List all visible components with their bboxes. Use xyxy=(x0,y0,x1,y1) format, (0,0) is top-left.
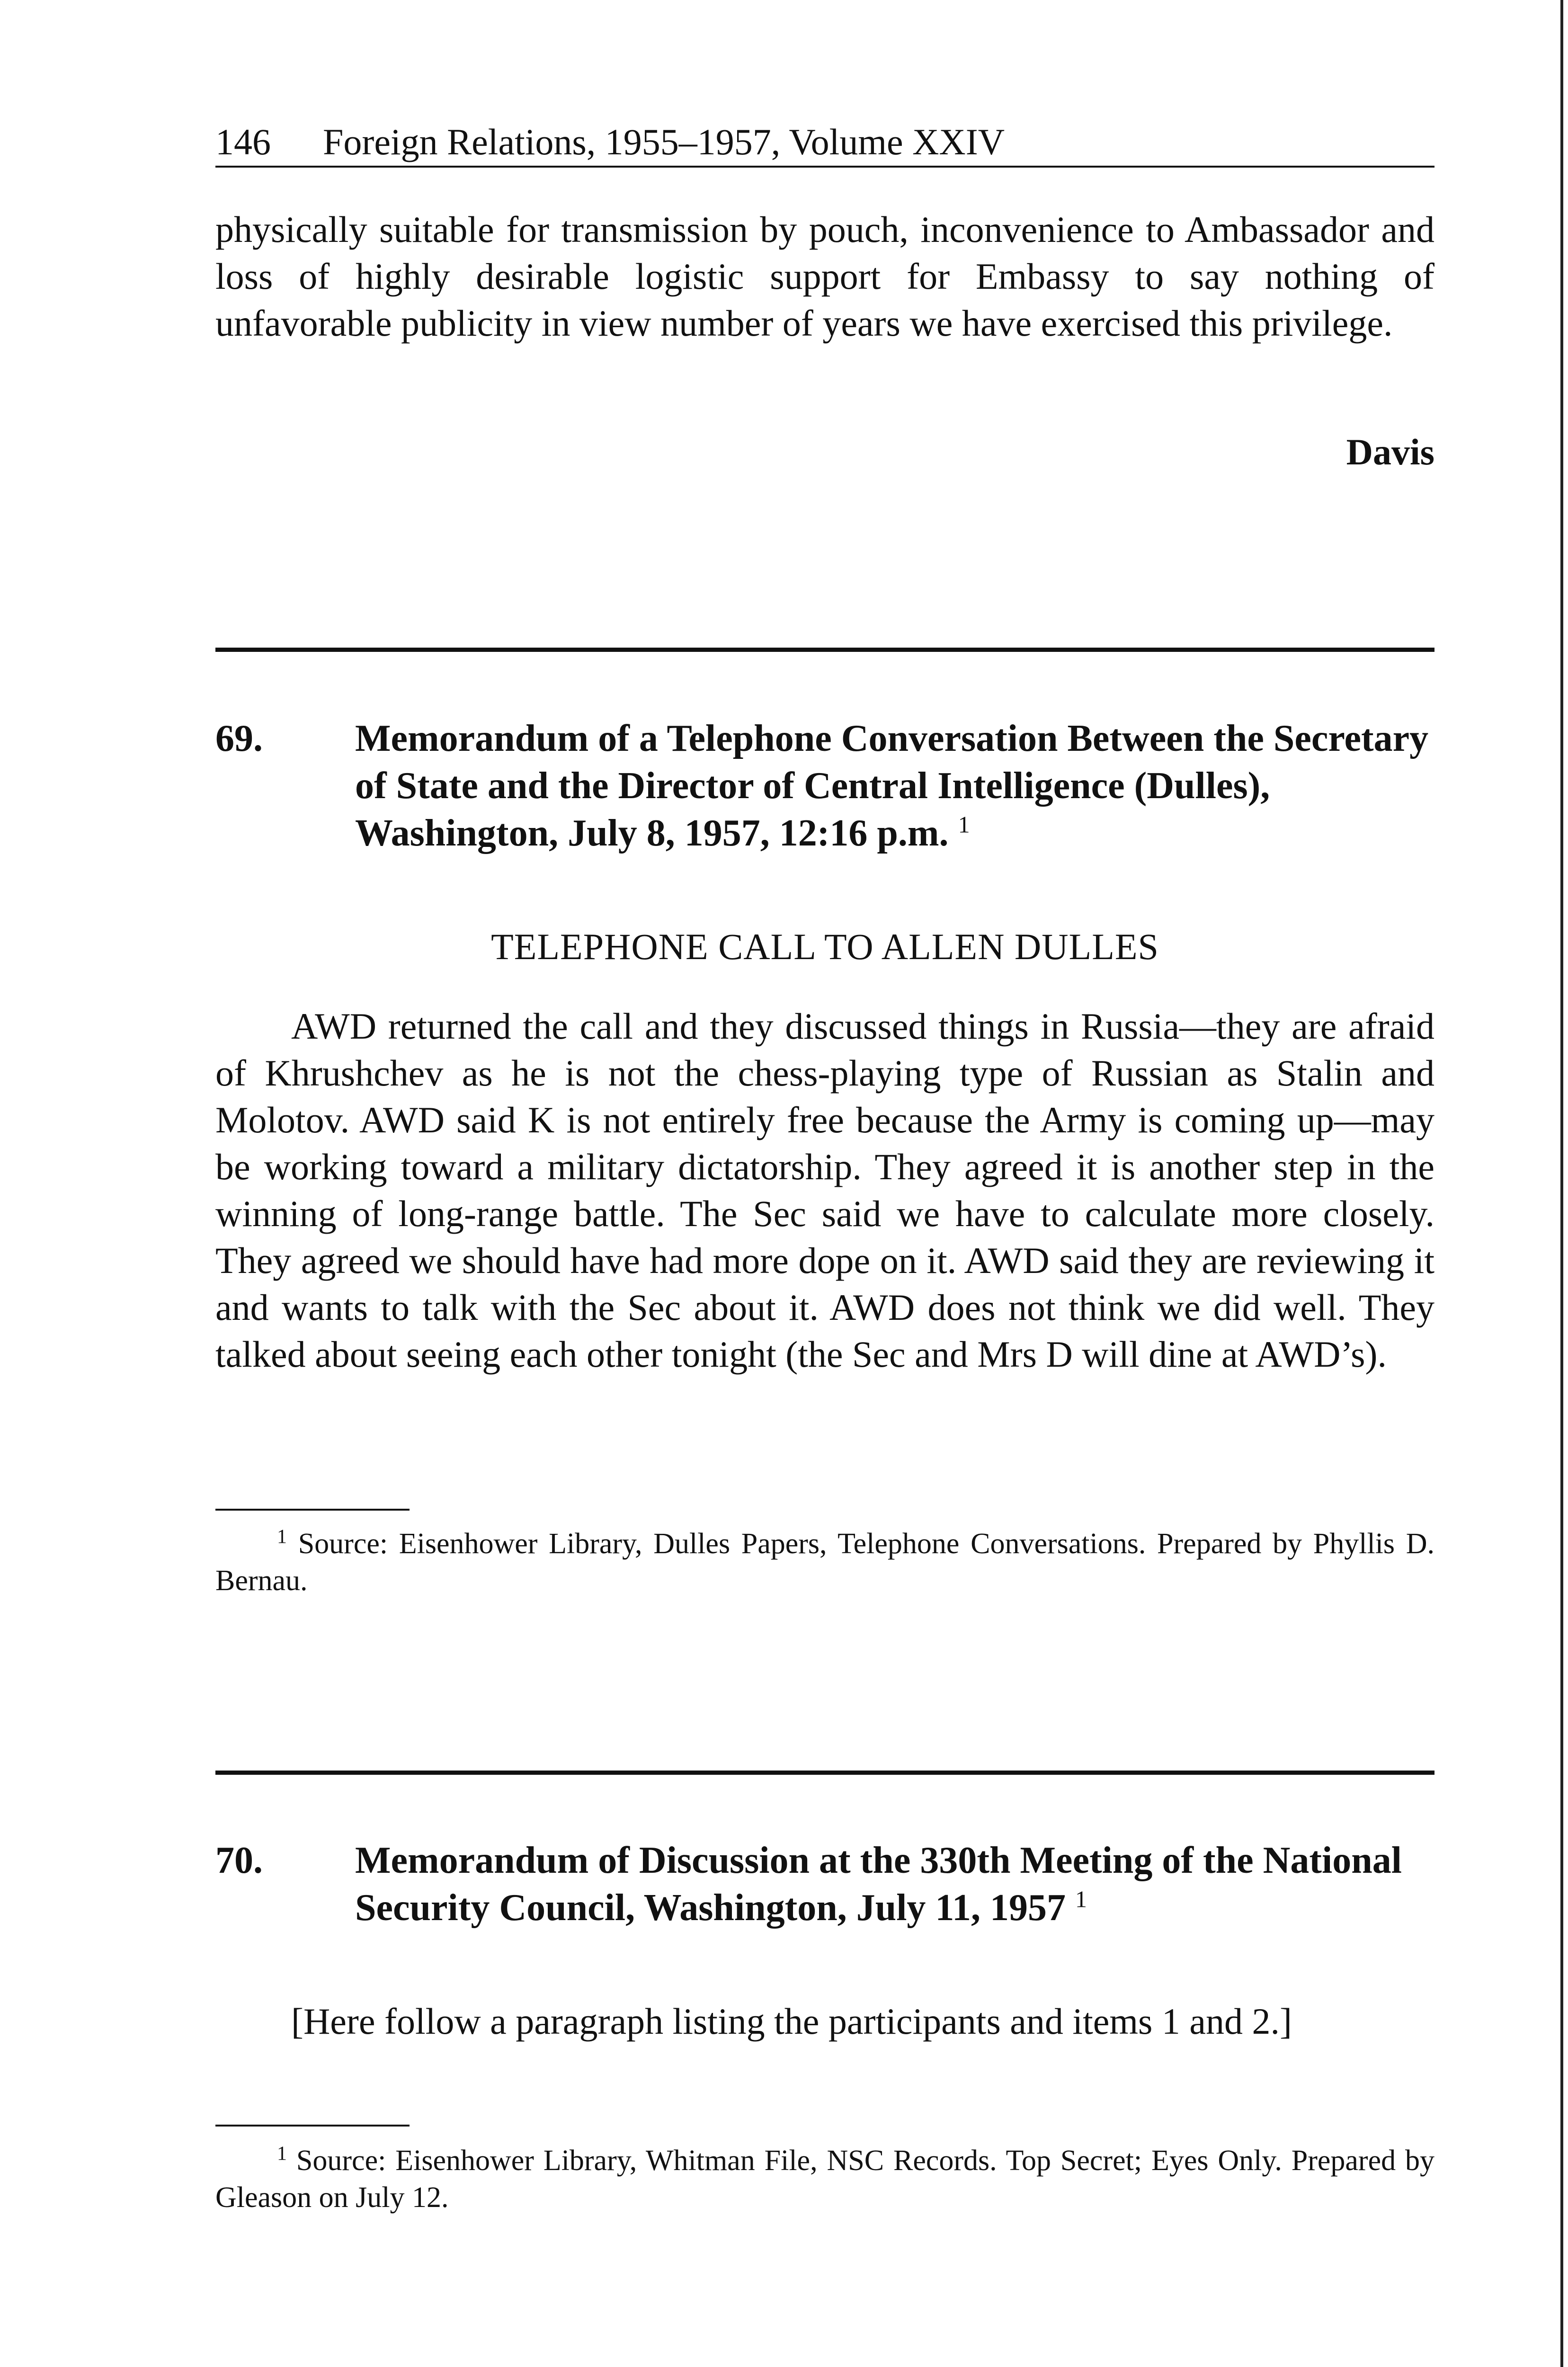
doc69-number: 69. xyxy=(215,718,263,759)
doc70-footnote-text: Source: Eisenhower Library, Whitman File, NSC Records. Top Secret; Eyes Only. Prepared by Gleason on July 12. xyxy=(215,2145,1435,2214)
section-rule-top xyxy=(215,648,1434,652)
doc70-title-block xyxy=(355,1837,1434,1931)
doc70-footnote-rule xyxy=(215,2125,410,2127)
section-rule-bottom xyxy=(215,1771,1434,1775)
doc70-footnote xyxy=(215,2142,1434,2216)
doc70-number: 70. xyxy=(215,1840,263,1881)
doc69-footnote-rule xyxy=(215,1509,410,1511)
doc70-footnote-marker: 1 xyxy=(1075,1886,1087,1913)
doc69-footnote-text: Source: Eisenhower Library, Dulles Papers, Telephone Conversations. Prepared by Phyllis D. Bernau. xyxy=(215,1528,1434,1597)
doc69-footnote-number: 1 xyxy=(277,1526,287,1548)
document-page xyxy=(215,0,1434,2367)
doc70-title: Memorandum of Discussion at the 330th Meeting of the National Security Council, Washington, July 11, 1957 xyxy=(355,1840,1402,1929)
doc69-body: AWD returned the call and they discussed things in Russia—they are afraid of Khrushchev as he is not the chess-playing type of Russian as Stalin and Molotov. AWD said K is not entirely free because the Army is coming up—may be working toward a military dictatorship. They agreed it is another step in the winning of long-range battle. The Sec said we have to calculate more closely. They agreed we should have had more dope on it. AWD said they are reviewing it and wants to talk with the Sec about it. AWD does not think we did well. They talked about seeing each other tonight (the Sec and Mrs D will dine at AWD’s). xyxy=(215,1006,1434,1375)
doc70-body: [Here follow a paragraph listing the participants and items 1 and 2.] xyxy=(291,2001,1292,2042)
doc69-title-block xyxy=(355,715,1434,857)
scan-edge-line xyxy=(1560,0,1563,2367)
doc69-title: Memorandum of a Telephone Conversation Between the Secretary of State and the Director of Central Intelligence (Dulles), Washington, July 8, 1957, 12:16 p.m. xyxy=(355,718,1429,854)
doc69-footnote xyxy=(215,1525,1434,1599)
continuation-paragraph: physically suitable for transmission by pouch, inconvenience to Ambassador and loss of highly desirable logistic support for Embassy to say nothing of unfavorable publicity in view number of years we have exercised this privilege. xyxy=(215,209,1434,344)
doc69-footnote-marker: 1 xyxy=(958,811,970,838)
running-head-title: Foreign Relations, 1955–1957, Volume XXIV xyxy=(323,121,1005,162)
doc69-subhead: TELEPHONE CALL TO ALLEN DULLES xyxy=(491,926,1159,967)
running-head xyxy=(215,118,1434,168)
doc70-footnote-number: 1 xyxy=(277,2143,287,2165)
signature: Davis xyxy=(1346,431,1434,472)
page-number: 146 xyxy=(215,121,271,162)
